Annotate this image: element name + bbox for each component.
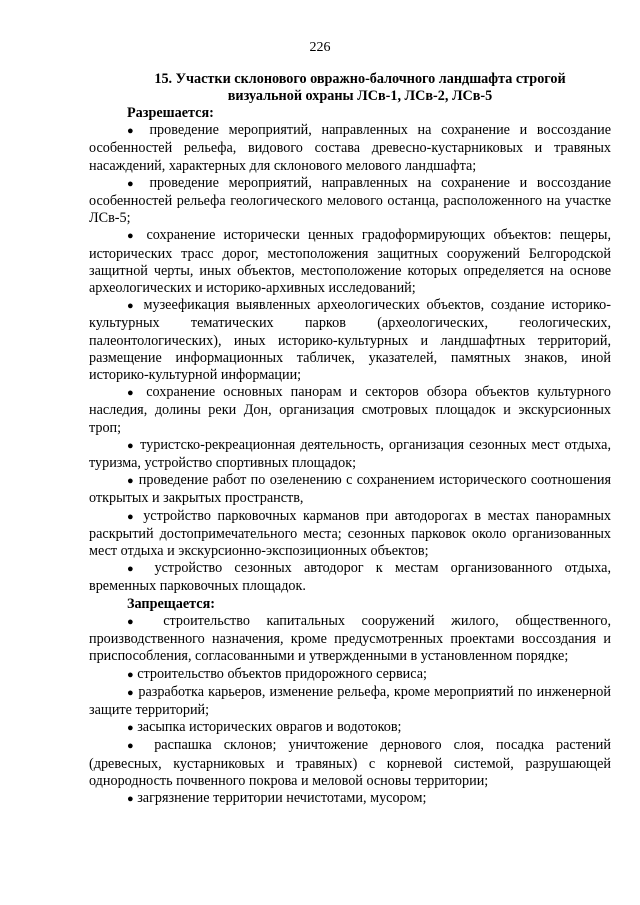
list-item [89, 227, 611, 297]
list-item [89, 508, 611, 561]
list-item-text: устройство сезонных автодорог к местам организованного отдыха, временных парковочных площадок. [89, 560, 611, 595]
list-item [89, 719, 611, 737]
list-item-text: проведение мероприятий, направленных на сохранение и воссоздание особенностей рельефа геологического мелового останца, расположенного на участке ЛСв-5; [89, 174, 611, 227]
list-item [89, 613, 611, 666]
bullet-icon: ● [127, 563, 143, 576]
list-item [89, 666, 611, 684]
list-item-text: загрязнение территории нечистотами, мусором; [137, 789, 427, 806]
list-item-text: устройство парковочных карманов при автодорогах в местах панорамных раскрытий достопримечательного места; сезонных парковок около организованных мест отдыха и экскурсионно-экспозиционных объектов; [89, 507, 611, 560]
list-item-text: туристско-рекреационная деятельность, организация сезонных мест отдыха, туризма, устройство спортивных площадок; [89, 436, 611, 472]
allowed-heading: Разрешается: [127, 105, 214, 121]
list-item-text: засыпка исторических оврагов и водотоков; [137, 719, 402, 736]
allowed-list [89, 122, 611, 595]
list-item-text: проведение мероприятий, направленных на сохранение и воссоздание особенностей рельефа, видового состава древесно-кустарниковых и травяных насаждений, характерных для склонового мелового ландшафта; [89, 122, 611, 174]
list-item [89, 122, 611, 175]
bullet-icon: ● [127, 615, 147, 628]
list-item-text: музеефикация выявленных археологических объектов, создание историко-культурных тематических парков (археологических, геологических, палеонтологических), иных историко-культурных и ландшафтных территорий, размещение информационных табличек, указателей, памятных знаков, иной историко-культурной информации; [89, 297, 611, 384]
bullet-icon: ● [127, 125, 140, 138]
bullet-icon: ● [127, 230, 139, 243]
list-item-text: строительство объектов придорожного сервиса; [137, 665, 427, 682]
list-item [89, 297, 611, 384]
section-title [89, 71, 611, 105]
section-title-line-2: визуальной охраны ЛСв-1, ЛСв-2, ЛСв-5 [227, 88, 493, 104]
bullet-icon: ● [127, 686, 135, 699]
list-item [89, 175, 611, 228]
list-item [89, 437, 611, 472]
list-item [89, 472, 611, 507]
bullet-icon: ● [127, 722, 134, 735]
bullet-icon: ● [127, 475, 135, 488]
list-item-text: сохранение исторически ценных градоформирующих объектов: пещеры, исторических трасс дорог, местоположения защитных сооружений Белгородской защитной черты, иных объектов, местоположение которых определяется на основе археологических и историко-архивных исследований; [89, 227, 611, 297]
list-item [89, 560, 611, 595]
list-item-text: проведение работ по озеленению с сохранением исторического соотношения открытых и закрытых пространств, [89, 472, 611, 507]
bullet-icon: ● [127, 387, 139, 400]
bullet-icon: ● [127, 300, 137, 313]
bullet-icon: ● [127, 439, 136, 452]
bullet-icon: ● [127, 668, 134, 681]
list-item [89, 684, 611, 719]
list-item-text: распашка склонов; уничтожение дернового слоя, посадка растений (древесных, кустарниковых и травяных) с корневой системой, разрушающей однородность почвенного покрова и меловой основы территории; [89, 737, 611, 789]
forbidden-heading: Запрещается: [127, 595, 215, 612]
bullet-icon: ● [127, 792, 134, 805]
list-item [89, 384, 611, 437]
list-item [89, 790, 611, 808]
forbidden-list [89, 613, 611, 808]
list-item-text: строительство капитальных сооружений жилого, общественного, производственного назначения, кроме предусмотренных проектами воссоздания и приспособления, согласованными и утвержденными в установленном порядке; [89, 612, 611, 665]
bullet-icon: ● [127, 740, 143, 753]
document-body [89, 71, 611, 808]
list-item-text: сохранение основных панорам и секторов обзора объектов культурного наследия, долины реки Дон, организация смотровых площадок и экскурсионных троп; [89, 384, 611, 436]
list-item-text: разработка карьеров, изменение рельефа, кроме мероприятий по инженерной защите территорий; [89, 683, 611, 718]
bullet-icon: ● [127, 510, 137, 523]
page-number: 226 [309, 40, 331, 55]
section-title-line-1: 15. Участки склонового овражно-балочного ландшафта строгой [154, 71, 566, 87]
bullet-icon: ● [127, 177, 140, 190]
list-item [89, 737, 611, 790]
